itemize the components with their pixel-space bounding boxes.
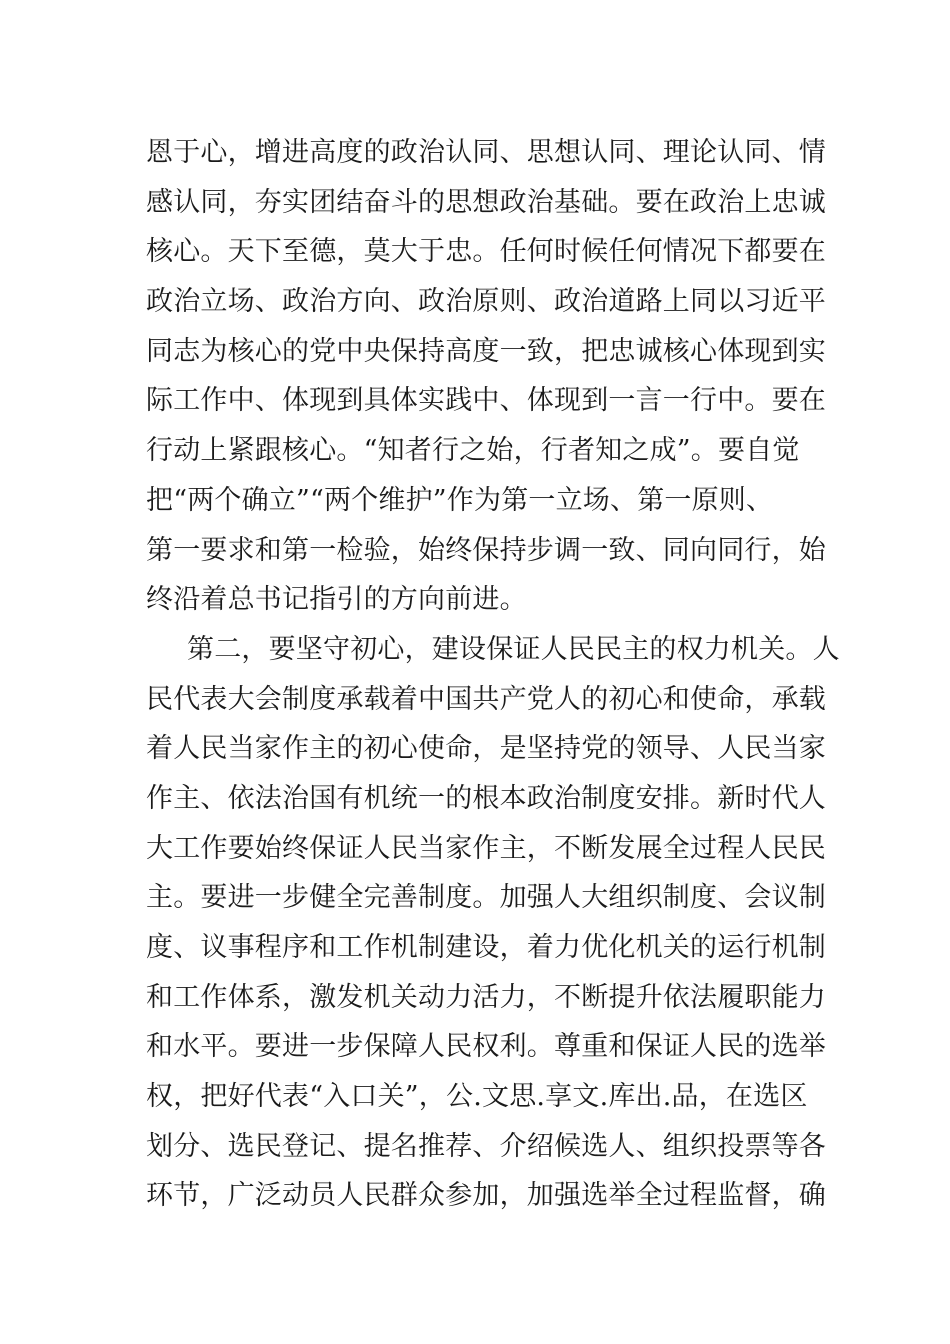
text-line: 把“两个确立”“两个维护”作为第一立场、第一原则、: [146, 484, 774, 516]
text-line: 大工作要始终保证人民当家作主，不断发展全过程人民民: [146, 832, 826, 864]
text-line: 际工作中、体现到具体实践中、体现到一言一行中。要在: [146, 385, 826, 417]
text-line: 恩于心，增进高度的政治认同、思想认同、理论认同、情: [146, 137, 826, 168]
text-line: 权，把好代表“入口关”，公.文思.享文.库出.品，在选区: [146, 1081, 808, 1113]
text-line: 主。要进一步健全完善制度。加强人大组织制度、会议制: [146, 882, 826, 914]
text-line: 度、议事程序和工作机制建设，着力优化机关的运行机制: [146, 932, 826, 963]
text-line: 终沿着总书记指引的方向前进。: [146, 584, 527, 616]
text-line: 和工作体系，激发机关动力活力，不断提升依法履职能力: [146, 981, 826, 1013]
text-line: 同志为核心的党中央保持高度一致，把忠诚核心体现到实: [146, 335, 826, 367]
text-line: 民代表大会制度承载着中国共产党人的初心和使命，承载: [146, 683, 826, 715]
text-line: 环节，广泛动员人民群众参加，加强选举全过程监督，确: [146, 1180, 826, 1212]
text-line: 行动上紧跟核心。“知者行之始，行者知之成”。要自觉: [146, 435, 800, 467]
body-text: [146, 128, 840, 1221]
text-line: 作主、依法治国有机统一的根本政治制度安排。新时代人: [146, 782, 826, 814]
paragraph-start-line: 第二，要坚守初心，建设保证人民民主的权力机关。人: [187, 633, 840, 665]
text-line: 核心。天下至德，莫大于忠。任何时候任何情况下都要在: [146, 236, 826, 268]
text-line: 着人民当家作主的初心使命，是坚持党的领导、人民当家: [146, 733, 826, 765]
text-line: 感认同，夯实团结奋斗的思想政治基础。要在政治上忠诚: [146, 186, 826, 218]
text-line: 和水平。要进一步保障人民权利。尊重和保证人民的选举: [146, 1031, 826, 1063]
text-line: 政治立场、政治方向、政治原则、政治道路上同以习近平: [146, 286, 826, 318]
text-line: 第一要求和第一检验，始终保持步调一致、同向同行，始: [146, 534, 826, 566]
text-line: 划分、选民登记、提名推荐、介绍候选人、组织投票等各: [146, 1130, 826, 1162]
